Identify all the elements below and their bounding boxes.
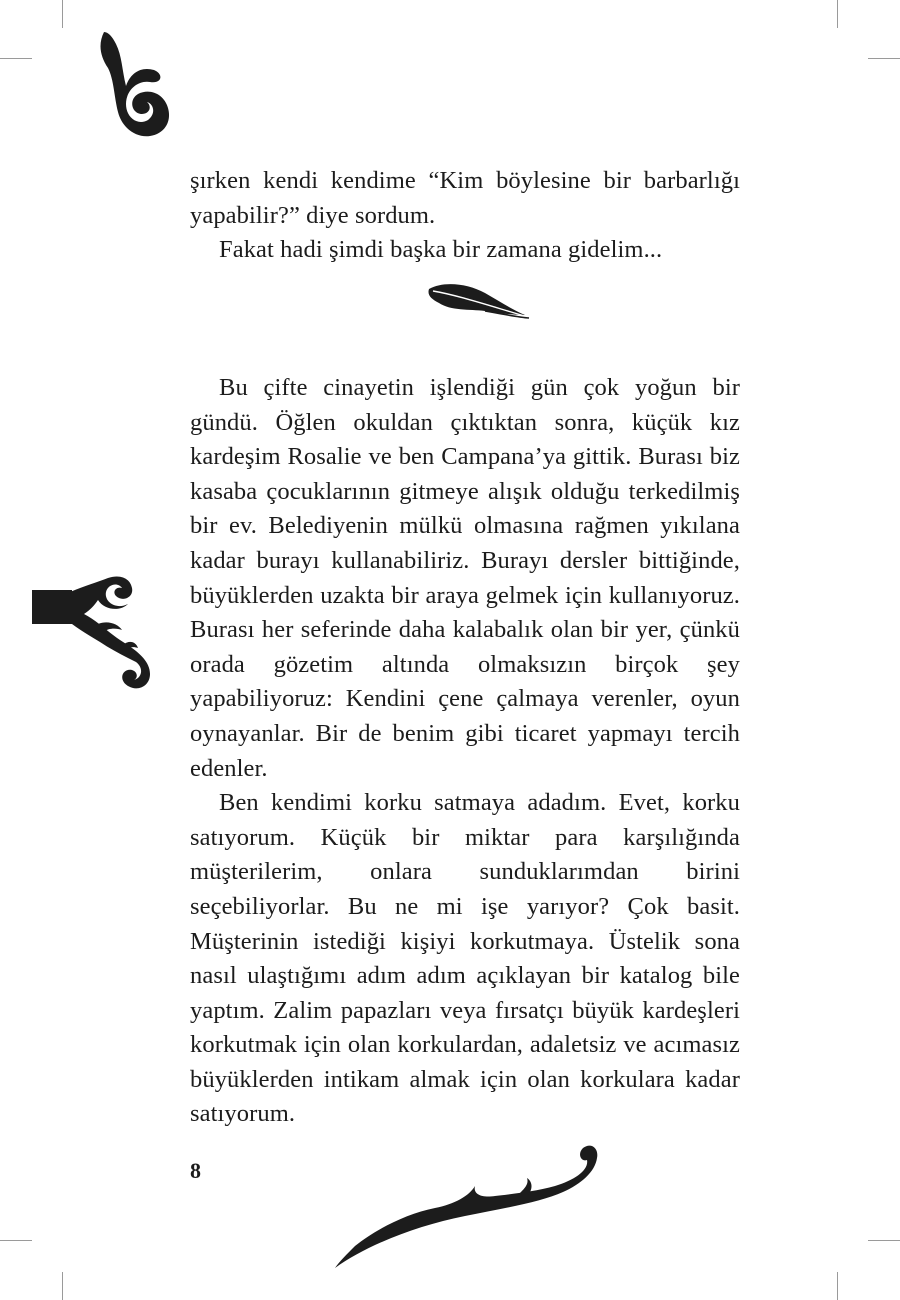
branch-ornament-icon (32, 570, 154, 692)
paragraph: Ben kendimi korku satmaya adadım. Evet, korku satıyorum. Küçük bir miktar para karşılığında müşterilerim, onlara sunduklarımdan birini seçebiliyorlar. Bu ne mi işe yarıyor? Çok basit. Müşterinin istediği kişiyi korkutmaya. Üstelik sona nasıl ulaştığımı adım adım açıklayan bir katalog bile yaptım. Zalim papazları veya fırsatçı büyük kardeşleri korkutmak için olan korkulardan, adaletsiz ve acımasız büyüklerden intikam almak için olan korkulara kadar satıyorum. (190, 789, 740, 1128)
paragraph: Bu çifte cinayetin işlendiği gün çok yoğun bir gündü. Öğlen okuldan çıktıktan sonra, küçük kız kardeşim Rosalie ve ben Campana’ya gittik. Burası biz kasaba çocuklarının gitmeye alışık olduğu terkedilmiş bir ev. Belediyenin mülkü olmasına rağmen yıkılana kadar burayı kullanabiliriz. Burayı dersler bittiğinde, büyüklerden uzakta bir araya gelmek için kullanıyoruz. Burası her seferinde daha kalabalık olan bir yer, çünkü orada gözetim altında olmaksızın birçok şey yapabiliyoruz: Kendini çene çalmaya verenler, oyun oynayanlar. Bir de benim gibi ticaret yapmayı tercih edenler. (190, 374, 740, 782)
continuation-text (190, 164, 740, 268)
crop-mark (62, 1272, 63, 1300)
crop-mark (868, 58, 900, 59)
crop-mark (0, 58, 32, 59)
vine-ornament-icon (335, 1142, 605, 1270)
feather-icon (425, 281, 530, 326)
crop-mark (837, 1272, 838, 1300)
crop-mark (0, 1240, 32, 1241)
section-text (190, 371, 740, 1132)
crop-mark (62, 0, 63, 28)
crop-mark (837, 0, 838, 28)
paragraph: Fakat hadi şimdi başka bir zamana gidelim... (219, 236, 663, 264)
crop-mark (868, 1240, 900, 1241)
paragraph: şırken kendi kendime “Kim böylesine bir barbarlığı yapabilir?” diye sordum. (190, 167, 740, 229)
page-number: 8 (190, 1158, 201, 1183)
curl-ornament-icon (92, 30, 172, 140)
